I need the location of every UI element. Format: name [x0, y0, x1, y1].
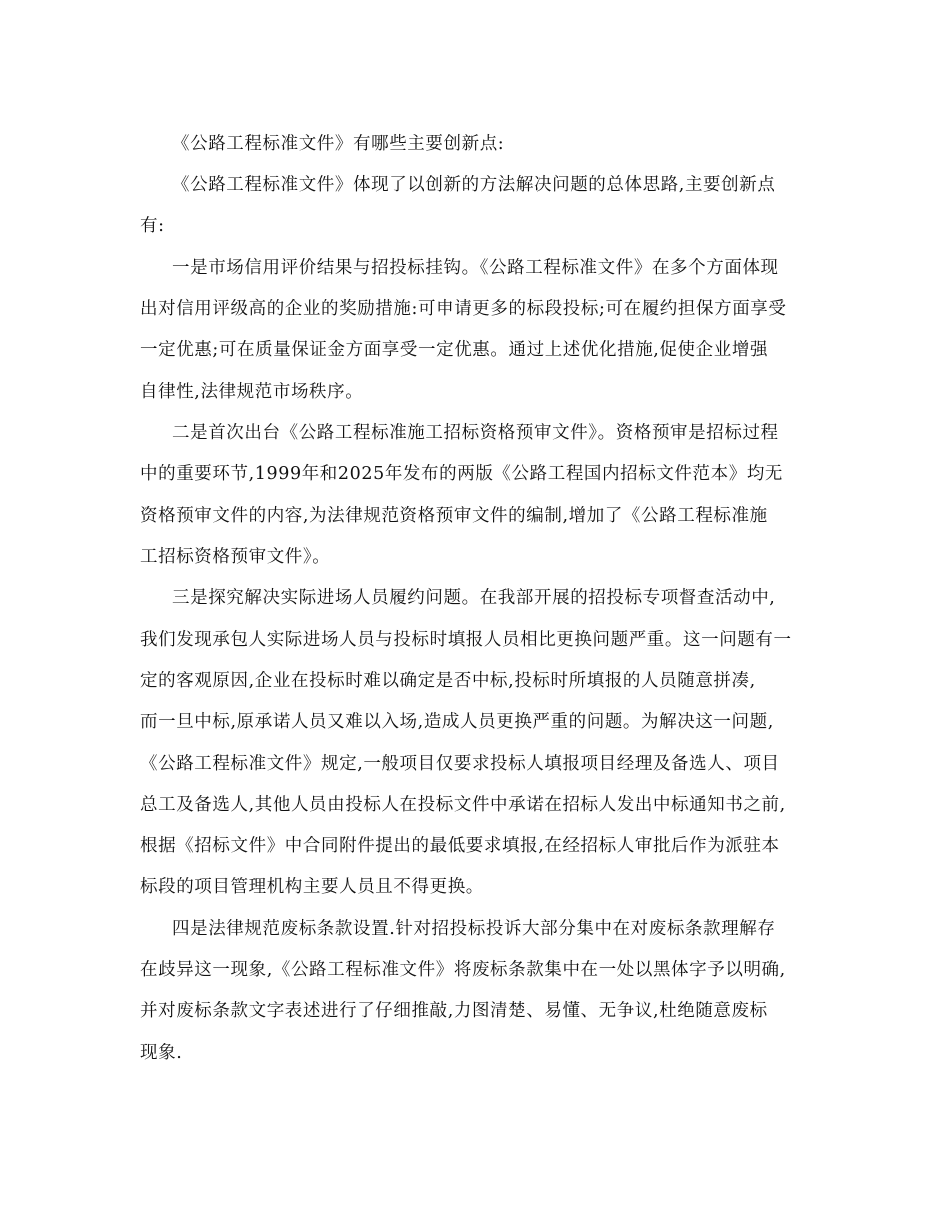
- point-four-line-3: 并对废标条款文字表述进行了仔细推敲,力图清楚、易懂、无争议,杜绝随意废标: [140, 1001, 768, 1021]
- point-one-line-1: 一是市场信用评价结果与招投标挂钩。《公路工程标准文件》在多个方面体现: [172, 258, 779, 278]
- point-one-line-3: 一定优惠;可在质量保证金方面享受一定优惠。通过上述优化措施,促使企业增强: [140, 340, 769, 360]
- point-two-line-4: 工招标资格预审文件》。: [140, 547, 331, 567]
- point-two-line-3: 资格预审文件的内容,为法律规范资格预审文件的编制,增加了《公路工程标准施: [140, 506, 768, 526]
- point-three-line-3: 定的客观原因,企业在投标时难以确定是否中标,投标时所填报的人员随意拼凑,: [140, 671, 756, 691]
- point-four-line-1: 四是法律规范废标条款设置.针对招投标投诉大部分集中在对废标条款理解存: [172, 919, 776, 939]
- point-four-line-2: 在歧异这一现象,《公路工程标准文件》将废标条款集中在一处以黑体字予以明确,: [140, 960, 786, 980]
- point-three-line-2: 我们发现承包人实际进场人员与投标时填报人员相比更换问题严重。这一问题有一: [140, 630, 792, 650]
- intro-paragraph-line-1: 《公路工程标准文件》体现了以创新的方法解决问题的总体思路,主要创新点: [172, 175, 776, 195]
- point-three-line-5: 《公路工程标准文件》规定,一般项目仅要求投标人填报项目经理及备选人、项目: [140, 754, 780, 774]
- point-two-line-1: 二是首次出台《公路工程标准施工招标资格预审文件》。资格预审是招标过程: [172, 423, 779, 443]
- point-two-line-2: 中的重要环节,1999年和2025年发布的两版《公路工程国内招标文件范本》均无: [140, 464, 784, 484]
- point-one-line-2: 出对信用评级高的企业的奖励措施:可申请更多的标段投标;可在履约担保方面享受: [140, 299, 787, 319]
- point-three-line-1: 三是探究解决实际进场人员履约问题。在我部开展的招投标专项督查活动中,: [172, 588, 776, 608]
- point-four-line-4: 现象.: [140, 1043, 183, 1063]
- point-three-line-7: 根据《招标文件》中合同附件提出的最低要求填报,在经招标人审批后作为派驻本: [140, 836, 780, 856]
- intro-paragraph-line-2: 有:: [140, 216, 165, 236]
- point-three-line-8: 标段的项目管理机构主要人员且不得更换。: [140, 877, 484, 897]
- question-heading: 《公路工程标准文件》有哪些主要创新点:: [172, 134, 505, 154]
- point-three-line-4: 而一旦中标,原承诺人员又难以入场,造成人员更换严重的问题。为解决这一问题,: [140, 712, 774, 732]
- point-three-line-6: 总工及备选人,其他人员由投标人在投标文件中承诺在招标人发出中标通知书之前,: [140, 795, 786, 815]
- point-one-line-4: 自律性,法律规范市场秩序。: [140, 382, 364, 402]
